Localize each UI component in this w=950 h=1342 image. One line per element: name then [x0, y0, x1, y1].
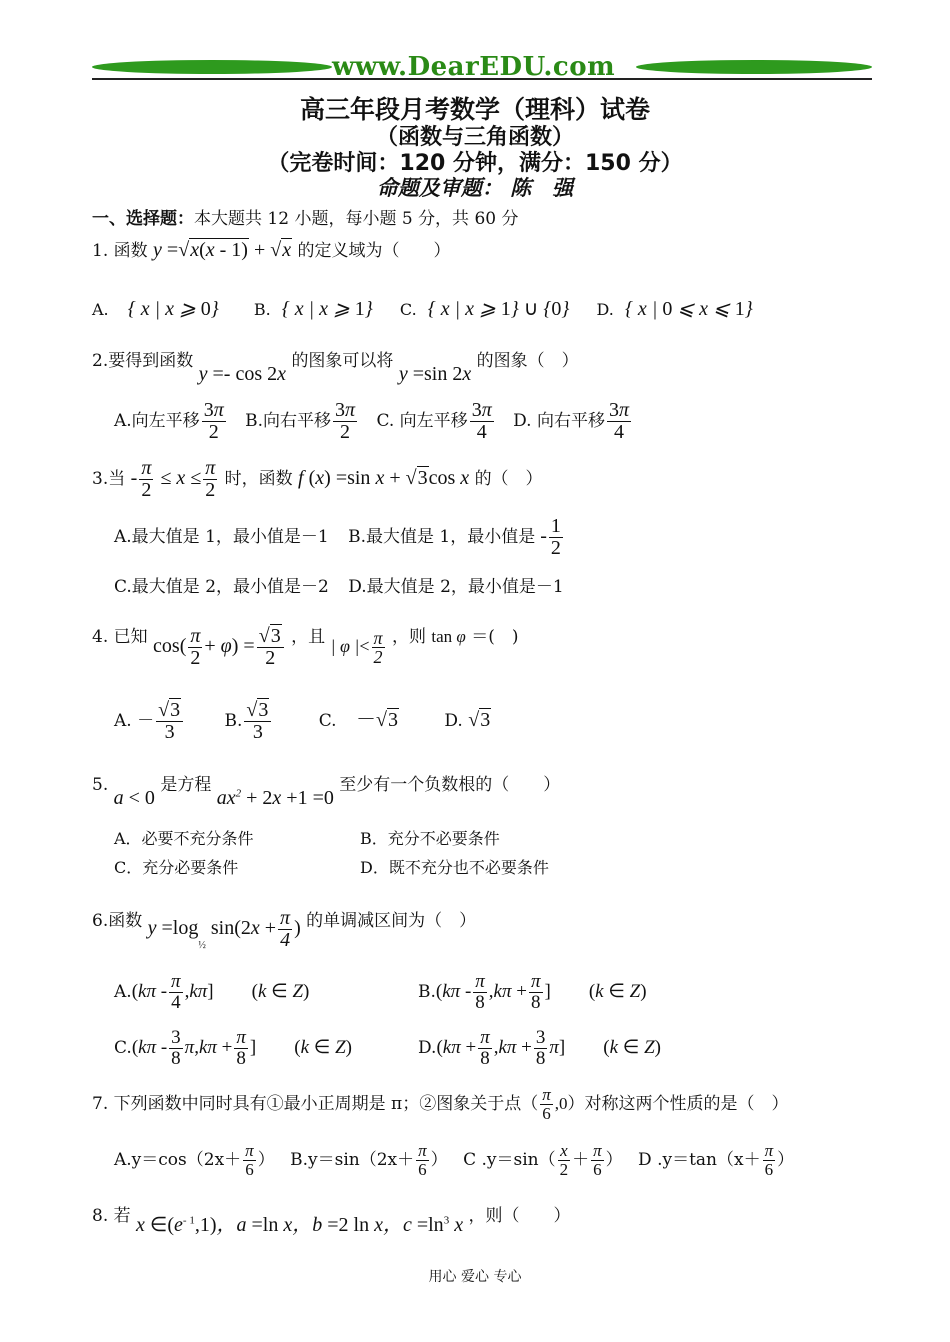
q7-option-a: A.y＝cos（2x＋ [114, 1149, 242, 1170]
q6-option-c: C. [114, 1037, 132, 1058]
section-label: 一、选择题： [92, 209, 194, 229]
q6-option-d-row [418, 1028, 661, 1069]
q6-option-b-row [418, 972, 647, 1013]
q4-number: 4. 已知 [92, 627, 148, 648]
q6-option-a-interval: (kπ - $\frac{\pi}{4}$ ,kπ] (k ∈ Z) [131, 971, 310, 1013]
question-3: 3.当 - $\frac{\pi}{2}$ ≤ x ≤ $\frac{\pi}{2}$ 时，函数 f (x) =sin x + √3cos x 的（ ） [92, 457, 543, 501]
q3-formula: f (x) =sin x + √3cos x [298, 467, 470, 489]
q3-option-a: A.最大值是 1，最小值是－1 [114, 527, 329, 547]
q2-option-c: C. 向左平移 [376, 411, 468, 431]
page-footer: 用心 爱心 专心 [428, 1269, 522, 1285]
q6-option-a-row [114, 972, 309, 1013]
q3-option-c: C.最大值是 2，最小值是－2 [114, 577, 329, 597]
q2-formula-2: y =sin 2x [398, 363, 472, 385]
q3-option-b-frac: $\frac{1}{2}$ [550, 515, 561, 559]
q2-option-a: A.向左平移 [114, 411, 200, 431]
q6-option-a: A. [114, 981, 132, 1002]
question-1 [92, 236, 451, 262]
q4-mid1: ，且 [291, 627, 326, 648]
q7-option-b-frac: $\frac{\pi}{6}$ [418, 1141, 427, 1179]
q4-option-c: C. [318, 711, 337, 731]
q4-tan: tan φ [431, 627, 466, 647]
q5-option-b: B．充分不必要条件 [360, 829, 500, 848]
q6-number: 6.函数 [92, 911, 143, 932]
q6-tail: 的单调减区间为（ ） [306, 911, 477, 932]
q6-option-c-interval: (kπ - $\frac{3}{8}$ π,kπ + $\frac{\pi}{8}$ ] (k ∈ Z) [131, 1027, 352, 1069]
q7-option-c: C .y＝sin（ [463, 1149, 556, 1170]
question-4 [92, 616, 519, 669]
q3-option-d: D.最大值是 2，最小值是－1 [348, 577, 564, 597]
q3-frac-lower: $\frac{\pi}{2}$ [141, 457, 152, 501]
q2-option-d: D. 向右平移 [513, 411, 605, 431]
q7-option-c-frac1: $\frac{x}{2}$ [559, 1141, 569, 1179]
q5-mid: 是方程 [160, 775, 212, 795]
q3-frac-upper: $\frac{\pi}{2}$ [205, 457, 216, 501]
q4-tail: ＝( ) [471, 627, 519, 648]
q1-number: 1. 函数 [92, 241, 148, 261]
q7-point-frac: $\frac{\pi}{6}$ [542, 1085, 551, 1123]
q6-option-d-interval: (kπ + $\frac{\pi}{8}$ ,kπ + $\frac{3}{8}$ π] (k ∈ Z) [436, 1027, 661, 1069]
q7-option-d: D .y＝tan（x＋ [638, 1149, 761, 1170]
question-6 [92, 900, 477, 952]
q1-tail: 的定义域为（ ） [297, 241, 451, 261]
section-desc: 本大题共 12 小题，每小题 5 分，共 60 分 [194, 209, 519, 229]
question-5 [92, 770, 561, 809]
q3-tail: 的（ ） [474, 469, 543, 489]
q1-options [92, 296, 753, 321]
q7-tail: ）对称这两个性质的是（ ） [567, 1093, 789, 1114]
page-subtitle: （函数与三角函数） [375, 125, 574, 150]
q7-text: 7. 下列函数中同时具有①最小正周期是 π；②图象关于点（ [92, 1093, 539, 1114]
q2-tail: 的图象（ ） [476, 351, 579, 371]
q2-number: 2.要得到函数 [92, 351, 194, 371]
q5-number: 5. [92, 775, 109, 795]
q4-option-a: A. － [114, 711, 155, 731]
question-8 [92, 1198, 571, 1236]
question-2 [92, 346, 579, 385]
q6-formula: $y =\log_{\frac{1}{2}}$ sin(2x + $\frac{\pi}{4}$ ) [147, 907, 301, 952]
q2-option-b: B.向右平移 [245, 411, 332, 431]
q1-option-a-set: { x | x ⩾ 0} [127, 298, 219, 320]
q1-option-b-set: { x | x ⩾ 1} [281, 298, 373, 320]
q2-option-b-frac: $\frac{3\pi}{2}$ [335, 399, 356, 443]
q4-options [114, 700, 491, 743]
q2-option-d-frac: $\frac{3\pi}{4}$ [608, 399, 629, 443]
q8-number: 8. 若 [92, 1206, 131, 1226]
q5-option-d: D．既不充分也不必要条件 [360, 858, 549, 877]
question-7: 7. 下列函数中同时具有①最小正周期是 π；②图象关于点（ $\frac{\pi}{6}$ ,0）对称这两个性质的是（ ） [92, 1085, 789, 1123]
q2-option-a-frac: $\frac{3\pi}{2}$ [203, 399, 224, 443]
q1-option-c: C. [399, 300, 417, 319]
page-title: 高三年段月考数学（理科）试卷 [299, 95, 650, 124]
q1-option-c-set: { x | x ⩾ 1} ∪ {0} [427, 298, 570, 320]
q4-option-a-frac: $\frac{√3}{3}$ [156, 700, 183, 743]
q5-condition: a < 0 [113, 787, 155, 809]
q6-option-d: D. [418, 1037, 437, 1058]
q7-option-d-frac: $\frac{\pi}{6}$ [764, 1141, 774, 1179]
q3-options-row2 [114, 572, 564, 597]
q6-option-b: B. [418, 981, 436, 1002]
q1-option-a: A. [92, 300, 109, 319]
q7-option-b: B.y＝sin（2x＋ [290, 1149, 415, 1170]
q1-option-b: B. [253, 300, 271, 319]
q6-option-b-interval: (kπ - $\frac{\pi}{8}$ ,kπ + $\frac{\pi}{8}$ ] (k ∈ Z) [435, 971, 647, 1013]
q4-formula: cos( $\frac{\pi}{2}$ + φ) = $\frac{√3}{2}$ [153, 635, 286, 657]
q7-option-c-frac2: $\frac{\pi}{6}$ [593, 1141, 602, 1179]
exam-authors: 命题及审题： 陈 强 [376, 175, 574, 200]
q4-option-d: D. [444, 711, 463, 731]
q6-option-c-row [114, 1028, 352, 1069]
q1-option-d: D. [596, 300, 614, 319]
q5-option-a: A．必要不充分条件 [114, 829, 254, 848]
q2-options [114, 400, 633, 443]
q8-tail: ，则（ ） [468, 1206, 571, 1226]
q2-option-c-frac: $\frac{3\pi}{4}$ [471, 399, 492, 443]
q4-mid2: ，则 [391, 627, 426, 648]
q4-option-b: B. [224, 711, 243, 731]
q1-option-d-set: { x | 0 ⩽ x ⩽ 1} [624, 298, 753, 320]
exam-time-score: （完卷时间：120 分钟，满分：150 分） [267, 151, 683, 176]
q7-option-a-frac: $\frac{\pi}{6}$ [245, 1141, 254, 1179]
q2-mid: 的图象可以将 [291, 351, 394, 371]
header-swoosh-right [636, 60, 872, 74]
q2-formula-1: y =- cos 2x [198, 363, 287, 385]
q5-equation: $ax^2 + 2x +1 =0$ [216, 787, 334, 809]
q4-option-c-value: －√3 [356, 709, 398, 731]
site-logo: www.DearEDU.com [332, 52, 616, 82]
q4-option-b-frac: $\frac{√3}{3}$ [244, 700, 271, 743]
header-swoosh-left [92, 60, 332, 74]
q4-condition: | φ |< $\frac{\pi}{2}$ [330, 627, 383, 668]
q8-formula: x $\in(e^{- 1},1)$，a =ln x，b =2 ln x，$c =\ln^3$ x [136, 1214, 464, 1236]
q5-tail: 至少有一个负数根的（ ） [339, 775, 561, 795]
q5-option-c: C．充分必要条件 [114, 858, 239, 877]
q4-option-d-value: √3 [468, 709, 491, 731]
section-heading [92, 204, 519, 229]
q7-options: A.y＝cos（2x＋ $\frac{\pi}{6}$ ） B.y＝sin（2x＋ $\frac{\pi}{6}$ ） C .y＝sin（ $\frac{x}{2}$ ＋ $\frac{\pi}{6}$ ） D .y＝tan（x＋ $\frac{\pi}{6}$ ） [114, 1141, 795, 1179]
q3-mid: 时，函数 [224, 469, 293, 489]
q3-options-row1: A.最大值是 1，最小值是－1 B.最大值是 1，最小值是 - $\frac{1}{2}$ [114, 515, 561, 559]
q1-formula: y =√x(x - 1) + √x [153, 239, 292, 261]
q3-number: 3.当 [92, 469, 126, 489]
q3-option-b: B.最大值是 1，最小值是 [348, 527, 536, 547]
